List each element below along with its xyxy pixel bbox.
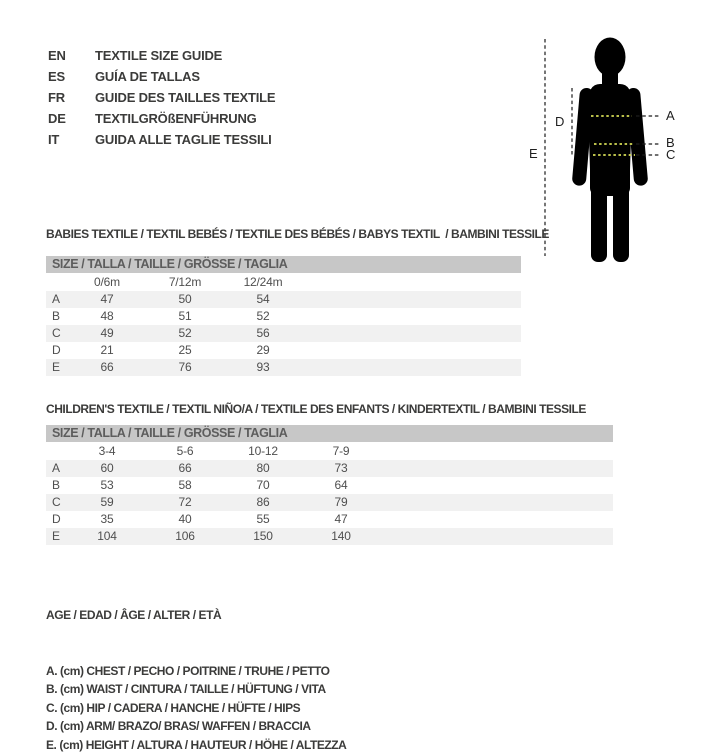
language-list xyxy=(48,45,275,150)
row-label: A xyxy=(46,460,68,477)
value-cell: 72 xyxy=(146,494,224,511)
row-label: D xyxy=(46,342,68,359)
column-header: 7/12m xyxy=(146,273,224,291)
row-label: E xyxy=(46,359,68,376)
value-cell: 54 xyxy=(224,291,302,308)
babies-size-table xyxy=(46,227,549,376)
value-cell: 64 xyxy=(302,477,380,494)
row-label: E xyxy=(46,528,68,545)
column-header: 0/6m xyxy=(68,273,146,291)
value-cell: 21 xyxy=(68,342,146,359)
row-label: A xyxy=(46,291,68,308)
language-code: DE xyxy=(48,108,95,129)
value-cell: 80 xyxy=(224,460,302,477)
corner-cell xyxy=(46,273,68,291)
value-cell: 150 xyxy=(224,528,302,545)
child-silhouette xyxy=(572,38,649,263)
value-cell: 76 xyxy=(146,359,224,376)
children-row-D xyxy=(46,511,613,528)
children-column-headers xyxy=(46,442,613,460)
right-leg-shape xyxy=(613,184,629,262)
value-cell: 52 xyxy=(224,308,302,325)
value-cell: 73 xyxy=(302,460,380,477)
corner-cell xyxy=(46,442,68,460)
value-cell: 106 xyxy=(146,528,224,545)
language-label: TEXTILGRÖßENFÜHRUNG xyxy=(95,108,257,129)
legend-age-line: AGE / EDAD / ÂGE / ALTER / ETÀ xyxy=(46,606,346,625)
value-cell: 60 xyxy=(68,460,146,477)
children-size-table xyxy=(46,402,613,545)
language-code: EN xyxy=(48,45,95,66)
value-cell: 52 xyxy=(146,325,224,342)
value-cell: 55 xyxy=(224,511,302,528)
babies-row-D xyxy=(46,342,521,359)
value-cell: 51 xyxy=(146,308,224,325)
column-header: 3-4 xyxy=(68,442,146,460)
figure-label-E: E xyxy=(529,147,538,161)
value-cell: 53 xyxy=(68,477,146,494)
figure-label-D: D xyxy=(555,115,564,129)
value-cell: 66 xyxy=(68,359,146,376)
value-cell: 48 xyxy=(68,308,146,325)
value-cell: 29 xyxy=(224,342,302,359)
column-header: 5-6 xyxy=(146,442,224,460)
language-row xyxy=(48,129,275,150)
children-row-C xyxy=(46,494,613,511)
value-cell: 47 xyxy=(68,291,146,308)
babies-row-E xyxy=(46,359,521,376)
legend-item-D: D. (cm) ARM/ BRAZO/ BRAS/ WAFFEN / BRACCIA xyxy=(46,717,346,736)
value-cell: 56 xyxy=(224,325,302,342)
value-cell: 79 xyxy=(302,494,380,511)
babies-size-header-bar: SIZE / TALLA / TAILLE / GRÖSSE / TAGLIA xyxy=(46,256,521,273)
language-row xyxy=(48,87,275,108)
row-label: B xyxy=(46,308,68,325)
children-row-E xyxy=(46,528,613,545)
babies-table-title: BABIES TEXTILE / TEXTIL BEBÉS / TEXTILE DES BÉBÉS / BABYS TEXTIL / BAMBINI TESSILE xyxy=(46,227,549,241)
measurement-legend xyxy=(46,569,346,754)
legend-item-E: E. (cm) HEIGHT / ALTURA / HAUTEUR / HÖHE / ALTEZZA xyxy=(46,736,346,754)
language-label: GUIDA ALLE TAGLIE TESSILI xyxy=(95,129,272,150)
left-leg-shape xyxy=(591,184,607,262)
value-cell: 66 xyxy=(146,460,224,477)
language-label: GUIDE DES TAILLES TEXTILE xyxy=(95,87,275,108)
language-row xyxy=(48,45,275,66)
value-cell: 59 xyxy=(68,494,146,511)
language-label: GUÍA DE TALLAS xyxy=(95,66,200,87)
legend-item-A: A. (cm) CHEST / PECHO / POITRINE / TRUHE / PETTO xyxy=(46,662,346,681)
value-cell: 70 xyxy=(224,477,302,494)
figure-label-A: A xyxy=(666,109,675,123)
legend-item-C: C. (cm) HIP / CADERA / HANCHE / HÜFTE / HIPS xyxy=(46,699,346,718)
babies-row-B xyxy=(46,308,521,325)
legend-item-B: B. (cm) WAIST / CINTURA / TAILLE / HÜFTUNG / VITA xyxy=(46,680,346,699)
language-code: ES xyxy=(48,66,95,87)
column-header: 12/24m xyxy=(224,273,302,291)
value-cell: 104 xyxy=(68,528,146,545)
value-cell: 93 xyxy=(224,359,302,376)
language-label: TEXTILE SIZE GUIDE xyxy=(95,45,222,66)
figure-label-B: B xyxy=(666,136,675,150)
column-header: 10-12 xyxy=(224,442,302,460)
column-header: 7-9 xyxy=(302,442,380,460)
babies-row-C xyxy=(46,325,521,342)
row-label: B xyxy=(46,477,68,494)
value-cell: 47 xyxy=(302,511,380,528)
babies-column-headers xyxy=(46,273,521,291)
row-label: C xyxy=(46,494,68,511)
language-row xyxy=(48,66,275,87)
language-row xyxy=(48,108,275,129)
children-table-title: CHILDREN'S TEXTILE / TEXTIL NIÑO/A / TEXTILE DES ENFANTS / KINDERTEXTIL / BAMBINI TESSILE xyxy=(46,402,613,416)
value-cell: 58 xyxy=(146,477,224,494)
figure-label-C: C xyxy=(666,148,675,162)
value-cell: 140 xyxy=(302,528,380,545)
children-row-A xyxy=(46,460,613,477)
value-cell: 35 xyxy=(68,511,146,528)
children-size-header-bar: SIZE / TALLA / TAILLE / GRÖSSE / TAGLIA xyxy=(46,425,613,442)
value-cell: 86 xyxy=(224,494,302,511)
children-row-B xyxy=(46,477,613,494)
language-code: FR xyxy=(48,87,95,108)
row-label: D xyxy=(46,511,68,528)
row-label: C xyxy=(46,325,68,342)
value-cell: 40 xyxy=(146,511,224,528)
value-cell: 50 xyxy=(146,291,224,308)
value-cell: 49 xyxy=(68,325,146,342)
language-code: IT xyxy=(48,129,95,150)
value-cell: 25 xyxy=(146,342,224,359)
babies-row-A xyxy=(46,291,521,308)
